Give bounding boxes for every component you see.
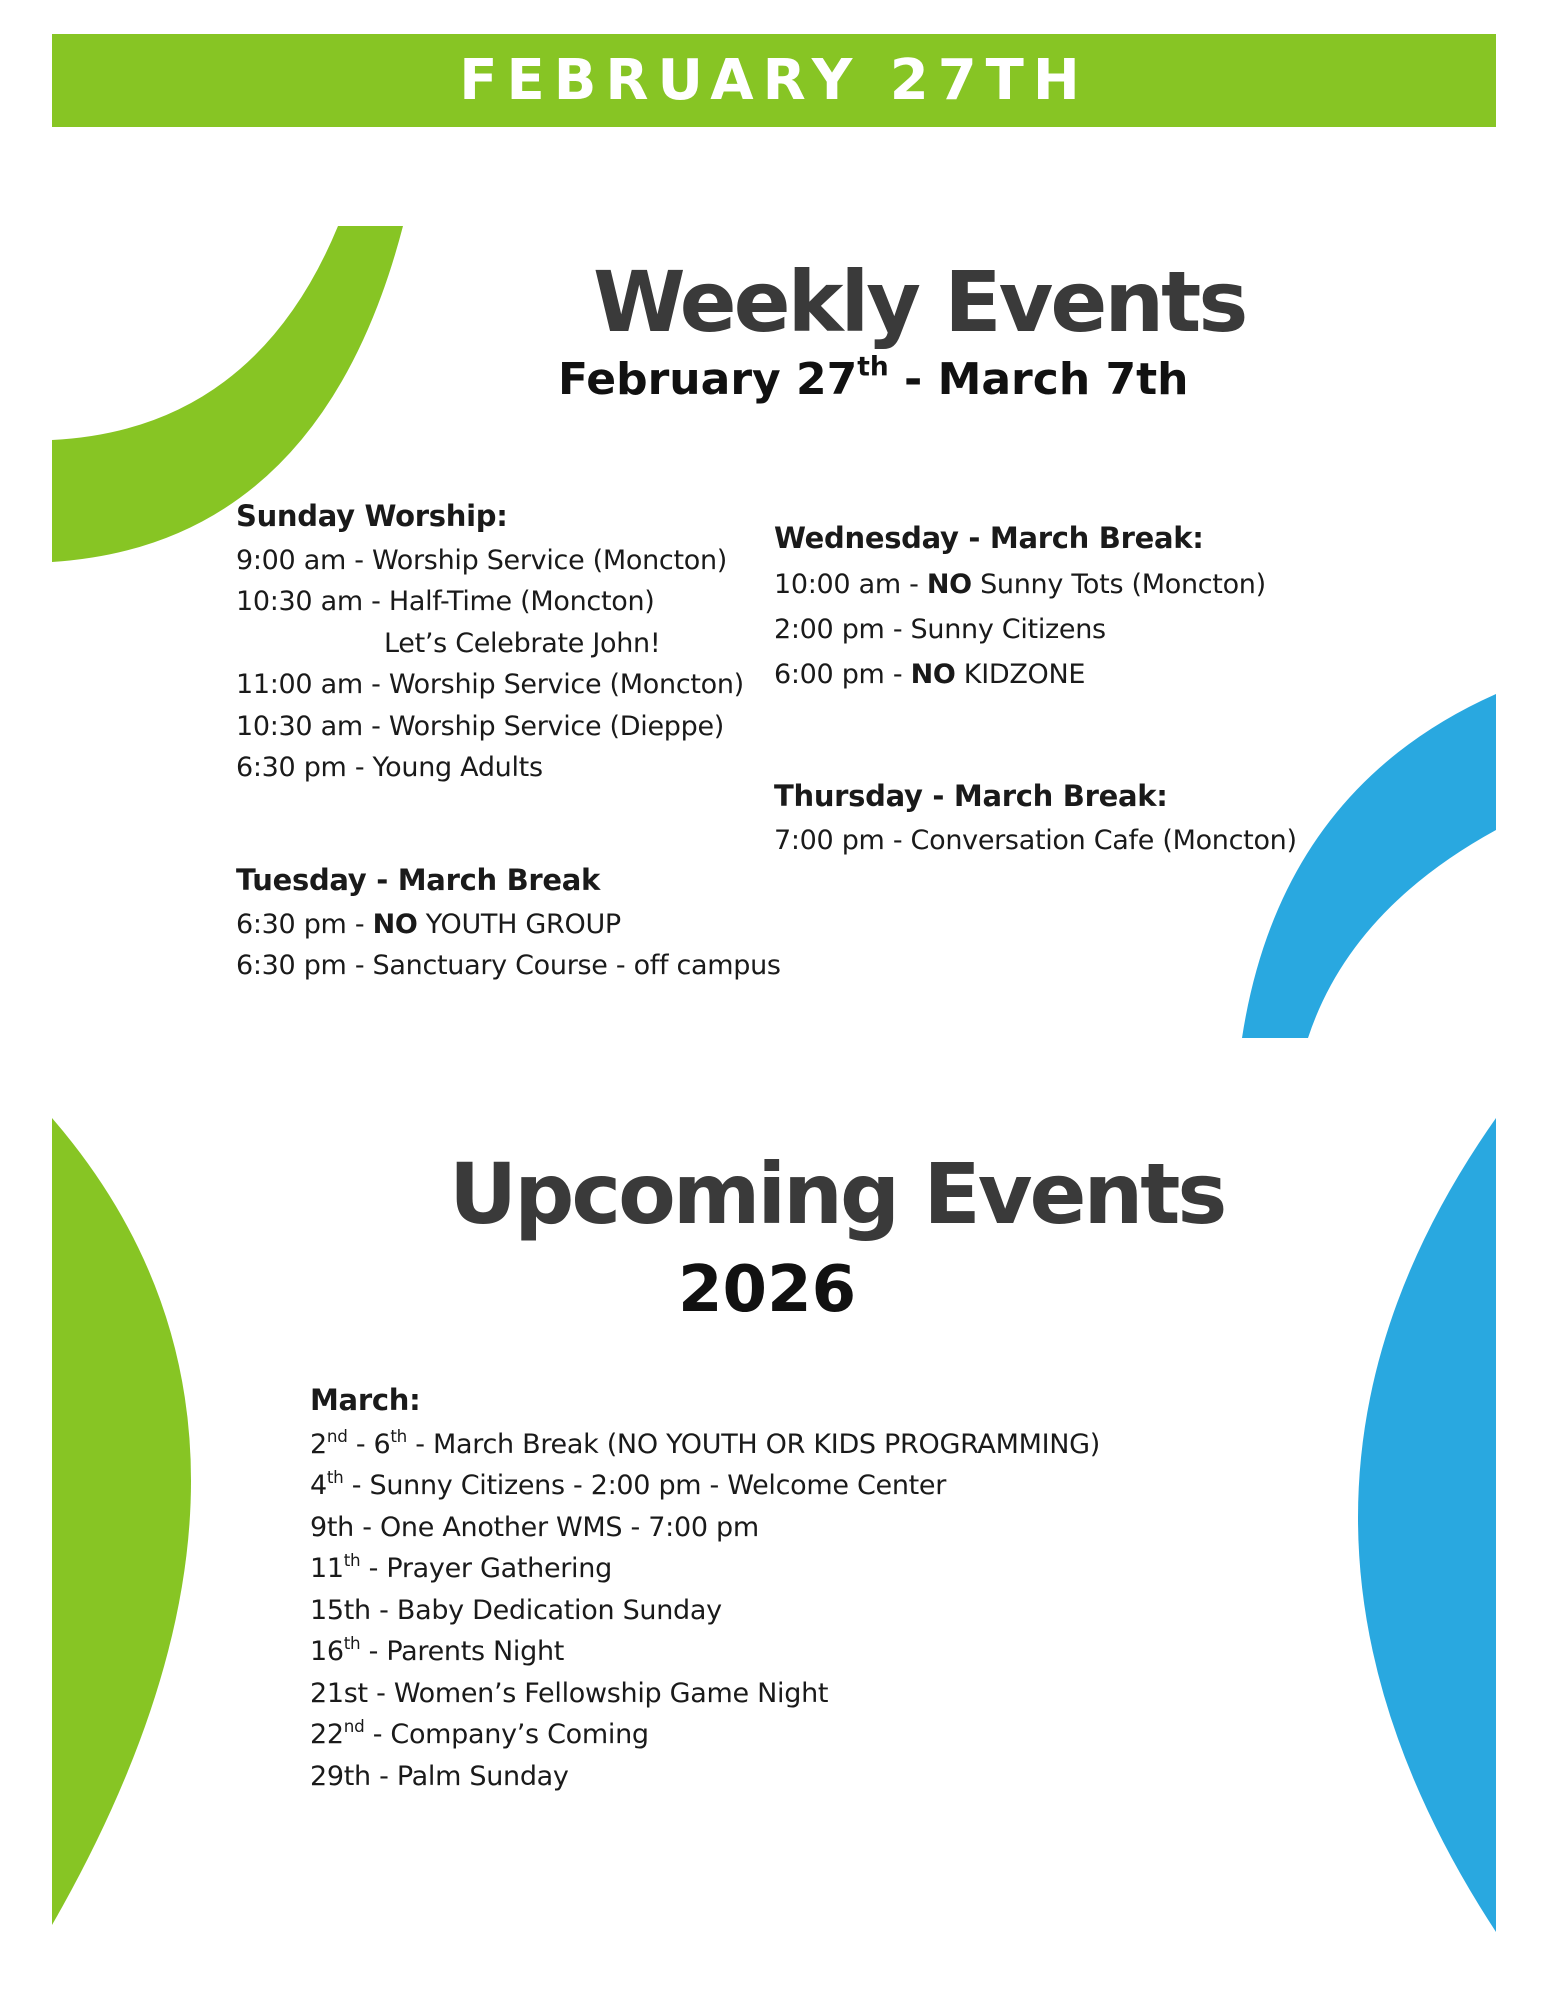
- wednesday-time: 6:00 pm -: [774, 658, 911, 690]
- sunday-line: 6:30 pm - Young Adults: [236, 752, 543, 783]
- green-lens-left: [52, 1118, 191, 1925]
- event-item: [310, 1548, 1100, 1590]
- subtitle-start: February 27: [558, 354, 858, 405]
- event-day: 4: [310, 1470, 327, 1501]
- wednesday-time: 10:00 am -: [774, 568, 927, 600]
- event-day-end: - 6: [347, 1428, 391, 1460]
- event-day-sup: th: [390, 1425, 407, 1446]
- tuesday-no: NO: [372, 908, 418, 940]
- wednesday-no: NO: [926, 568, 972, 600]
- event-desc: - Sunny Citizens - 2:00 pm - Welcome Center: [343, 1470, 947, 1501]
- event-day-sup: th: [326, 1467, 344, 1488]
- event-item: [310, 1424, 1100, 1466]
- event-day: 16: [310, 1636, 344, 1667]
- wednesday-desc: KIDZONE: [955, 658, 1086, 690]
- event-desc: - Parents Night: [360, 1636, 565, 1667]
- wednesday-heading: Wednesday - March Break:: [774, 521, 1204, 555]
- wednesday-block: [774, 518, 1266, 697]
- blue-arc-right: [1242, 694, 1496, 1038]
- event-day-sup: nd: [326, 1425, 348, 1446]
- sunday-line: Let’s Celebrate John!: [384, 627, 661, 659]
- tuesday-block: [236, 860, 781, 987]
- event-item: 21st - Women’s Fellowship Game Night: [310, 1677, 829, 1709]
- wednesday-no: NO: [910, 658, 956, 690]
- subtitle-sup: th: [857, 351, 889, 383]
- wednesday-line: 2:00 pm - Sunny Citizens: [774, 613, 1106, 645]
- event-day: 22: [310, 1719, 344, 1750]
- upcoming-march-block: [310, 1380, 1100, 1797]
- tuesday-line: [236, 904, 781, 946]
- sunday-worship-block: [236, 496, 744, 789]
- banner-text: FEBRUARY 27TH: [459, 48, 1089, 113]
- blue-lens-right: [1358, 1118, 1496, 1932]
- event-item: [310, 1465, 1100, 1507]
- tuesday-heading: Tuesday - March Break: [236, 863, 601, 897]
- event-day: 11: [310, 1553, 344, 1584]
- event-desc: - Company’s Coming: [364, 1719, 649, 1750]
- event-desc: - Prayer Gathering: [360, 1553, 612, 1584]
- weekly-events-title: Weekly Events: [593, 253, 1246, 351]
- event-day: 2: [310, 1428, 327, 1460]
- upcoming-events-title: Upcoming Events: [449, 1145, 1225, 1243]
- event-day-sup: th: [343, 1633, 361, 1654]
- sunday-line: 11:00 am - Worship Service (Moncton): [236, 669, 744, 700]
- event-item: [310, 1714, 1100, 1756]
- event-item: [310, 1631, 1100, 1673]
- tuesday-desc: YOUTH GROUP: [417, 908, 621, 940]
- event-day-sup: th: [343, 1550, 361, 1571]
- sunday-line: 10:30 am - Half-Time (Moncton): [236, 586, 655, 617]
- thursday-line: 7:00 pm - Conversation Cafe (Moncton): [774, 824, 1297, 856]
- wednesday-line: [774, 652, 1266, 697]
- upcoming-year: 2026: [678, 1253, 857, 1327]
- event-item: 15th - Baby Dedication Sunday: [310, 1594, 722, 1626]
- wednesday-line: [774, 562, 1266, 607]
- date-banner: [52, 34, 1496, 127]
- march-heading: March:: [310, 1383, 421, 1417]
- sunday-heading: Sunday Worship:: [236, 499, 508, 533]
- event-item: 9th - One Another WMS - 7:00 pm: [310, 1511, 759, 1543]
- thursday-heading: Thursday - March Break:: [774, 779, 1168, 813]
- event-day-sup: nd: [343, 1716, 365, 1737]
- event-item: 29th - Palm Sunday: [310, 1760, 569, 1792]
- tuesday-line: 6:30 pm - Sanctuary Course - off campus: [236, 950, 781, 981]
- subtitle-end: - March 7th: [888, 354, 1189, 405]
- wednesday-desc: Sunny Tots (Moncton): [971, 568, 1266, 600]
- thursday-block: [774, 776, 1297, 861]
- sunday-line: 10:30 am - Worship Service (Dieppe): [236, 710, 725, 742]
- sunday-line: 9:00 am - Worship Service (Moncton): [236, 544, 728, 576]
- tuesday-time: 6:30 pm -: [236, 908, 373, 940]
- event-desc: - March Break (NO YOUTH OR KIDS PROGRAMMING): [407, 1428, 1101, 1460]
- weekly-date-range: [558, 352, 1188, 408]
